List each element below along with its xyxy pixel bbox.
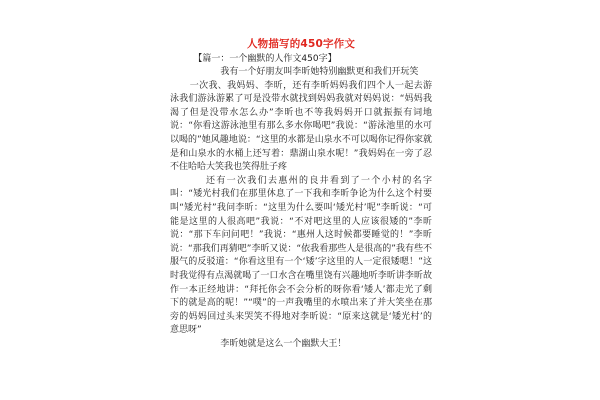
paragraph-intro: 我有一个好朋友叫李昕她特别幽默更和我们开玩笑 — [220, 67, 419, 77]
paragraph-swimming-story: 一次我、我妈妈、李昕，还有李昕妈妈我们四个人一起去游泳我们游泳游累了可是没带水就找到妈妈我就对妈妈说：“妈妈我渴了但是没带水怎么办”李昕也不等我妈妈开口就振振有词地说：“你看这游泳池里有那么多水你喝吧”我说：“游泳池里的水可以喝的”她风趣地说：“这里的水都是山泉水不可以喝你记得你家就是和山泉水的水桶上还写着：鼎湖山泉水呢！”我妈妈在一旁了忍不住哈哈大笑我也笑得肚子疼 — [170, 80, 432, 173]
paragraph-village-story: 还有一次我们去惠州的良井看到了一个小村的名字叫：“矮光村我们在那里休息了一下我和李昕争论为什么这个村要叫“矮光村”我问李昕：“这里为什么要叫‘矮光村’呢”李昕说：“可能是这里的人很高吧”我说：“不对吧这里的人应该很矮的”李昕说：“那下车问问吧！”我说：“惠州人这时候都要睡觉的！”李昕说：“那我们再猜吧”李昕又说：“依我看那些人是很高的”我有些不服气的反驳道：“你看这里有一个‘矮’字这里的人一定很矮嗯！”这时我觉得有点渴就喝了一口水含在嘴里饶有兴趣地听李昕讲李昕故作一本正经地讲：“拜托你会不会分析的呀你看‘矮人’都走光了剩下的就是高的呢！”“噗”的一声我嘴里的水喷出来了并大笑坐在那旁的妈妈回过头来哭笑不得地对李昕说：“原来这就是‘矮光村’的意思呀” — [170, 175, 432, 336]
paragraph-conclusion: 李昕她就是这么一个幽默大王！ — [220, 338, 347, 349]
document-title: 人物描写的450字作文 — [246, 38, 356, 50]
document-page — [170, 36, 432, 351]
section-heading: 【篇一：一个幽默的人作文450字】 — [193, 54, 337, 64]
